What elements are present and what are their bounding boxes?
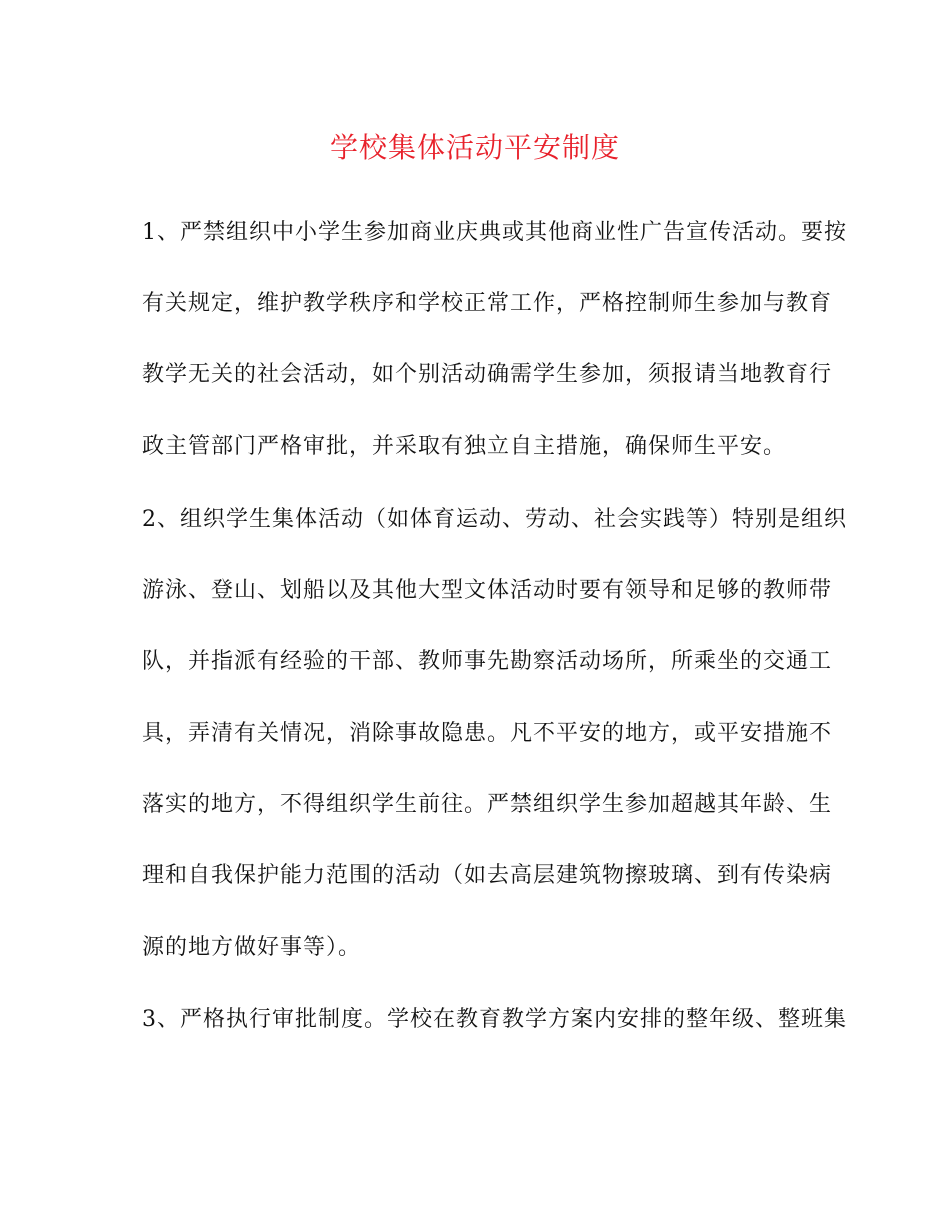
paragraph-2-line-4: 具，弄清有关情况，消除事故隐患。凡不平安的地方，或平安措施不 [142, 721, 833, 746]
paragraph-1-line-2: 有关规定，维护教学秩序和学校正常工作，严格控制师生参加与教育 [142, 291, 833, 316]
paragraph-1-line-1: 1、严禁组织中小学生参加商业庆典或其他商业性广告宣传活动。要按 [142, 220, 847, 245]
paragraph-2-line-7: 源的地方做好事等）。 [142, 935, 362, 960]
paragraph-2-line-1: 2、组织学生集体活动（如体育运动、劳动、社会实践等）特别是组织 [142, 507, 847, 532]
document-title: 学校集体活动平安制度 [329, 131, 620, 164]
paragraph-1-line-4: 政主管部门严格审批，并采取有独立自主措施，确保师生平安。 [142, 434, 787, 459]
paragraph-1-line-3: 教学无关的社会活动，如个别活动确需学生参加，须报请当地教育行 [142, 362, 833, 387]
paragraph-3-line-1: 3、严格执行审批制度。学校在教育教学方案内安排的整年级、整班集 [142, 1007, 847, 1032]
paragraph-2-line-5: 落实的地方，不得组织学生前往。严禁组织学生参加超越其年龄、生 [142, 792, 833, 817]
paragraph-2-line-2: 游泳、登山、划船以及其他大型文体活动时要有领导和足够的教师带 [142, 578, 833, 603]
paragraph-2-line-6: 理和自我保护能力范围的活动（如去高层建筑物擦玻璃、到有传染病 [142, 863, 833, 888]
paragraph-2-line-3: 队，并指派有经验的干部、教师事先勘察活动场所，所乘坐的交通工 [142, 649, 833, 674]
